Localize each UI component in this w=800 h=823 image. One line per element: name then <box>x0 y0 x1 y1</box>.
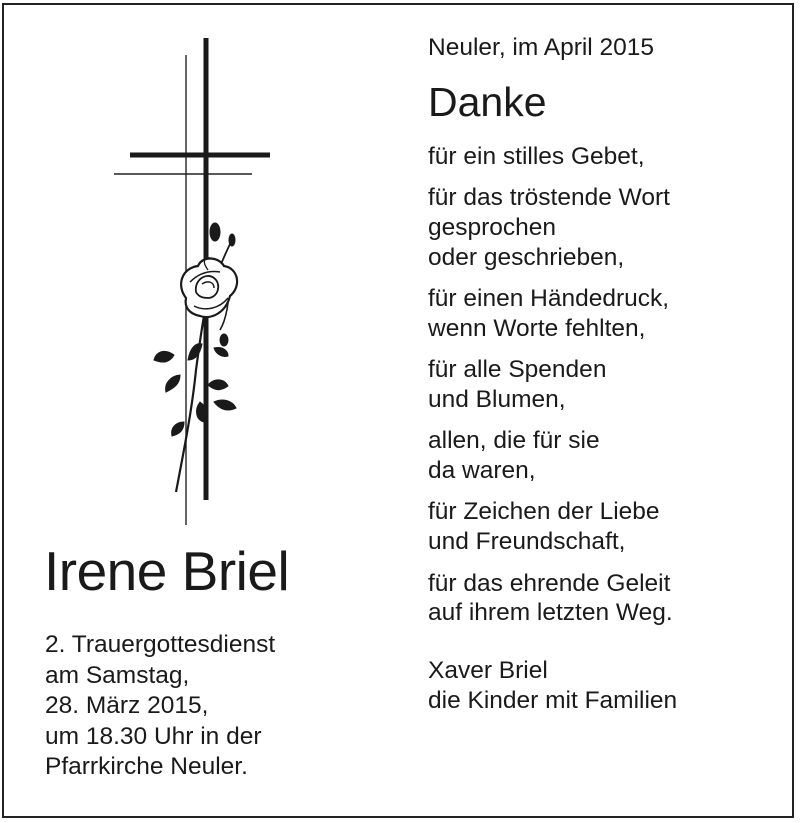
thanks-heading: Danke <box>428 79 547 125</box>
signature-line: die Kinder mit Familien <box>428 687 678 715</box>
stanza <box>428 355 768 415</box>
stanza <box>428 497 768 557</box>
stanza-line: für das ehrende Geleit <box>428 569 671 597</box>
service-line: um 18.30 Uhr in der <box>45 722 262 750</box>
rose-icon <box>154 223 237 492</box>
service-line: am Samstag, <box>45 661 190 689</box>
signature-line: Xaver Briel <box>428 657 548 685</box>
stanza-line: für Zeichen der Liebe <box>428 498 660 526</box>
stanza-line: und Freundschaft, <box>428 528 626 556</box>
service-line: 2. Trauergottesdienst <box>45 631 276 658</box>
stanza-line: oder geschrieben, <box>428 243 625 271</box>
stanza <box>428 426 768 486</box>
stanza-line: für das tröstende Wort <box>428 184 670 212</box>
stanza <box>428 284 768 344</box>
place-date: Neuler, im April 2015 <box>428 34 655 61</box>
thanks-stanzas <box>428 142 768 628</box>
stanza-line: für ein stilles Gebet, <box>428 143 645 170</box>
stanza-line: gesprochen <box>428 214 557 242</box>
stanza-line: für alle Spenden <box>428 356 607 384</box>
stanza <box>428 569 768 629</box>
signature <box>428 656 768 716</box>
stanza-line: da waren, <box>428 457 536 485</box>
stanza-line: für einen Händedruck, <box>428 285 670 313</box>
stanza <box>428 142 768 172</box>
stanza-line: wenn Worte fehlten, <box>428 314 646 342</box>
service-info <box>45 630 275 783</box>
stanza-line: auf ihrem letzten Weg. <box>428 599 673 627</box>
stanza-line: und Blumen, <box>428 386 566 414</box>
stanza-line: allen, die für sie <box>428 427 600 455</box>
service-line: Pfarrkirche Neuler. <box>45 753 248 780</box>
deceased-name: Irene Briel <box>44 540 290 602</box>
stanza <box>428 183 768 272</box>
cross-with-rose-illustration <box>110 30 280 530</box>
service-line: 28. März 2015, <box>45 692 209 719</box>
thanks-column <box>428 30 768 716</box>
